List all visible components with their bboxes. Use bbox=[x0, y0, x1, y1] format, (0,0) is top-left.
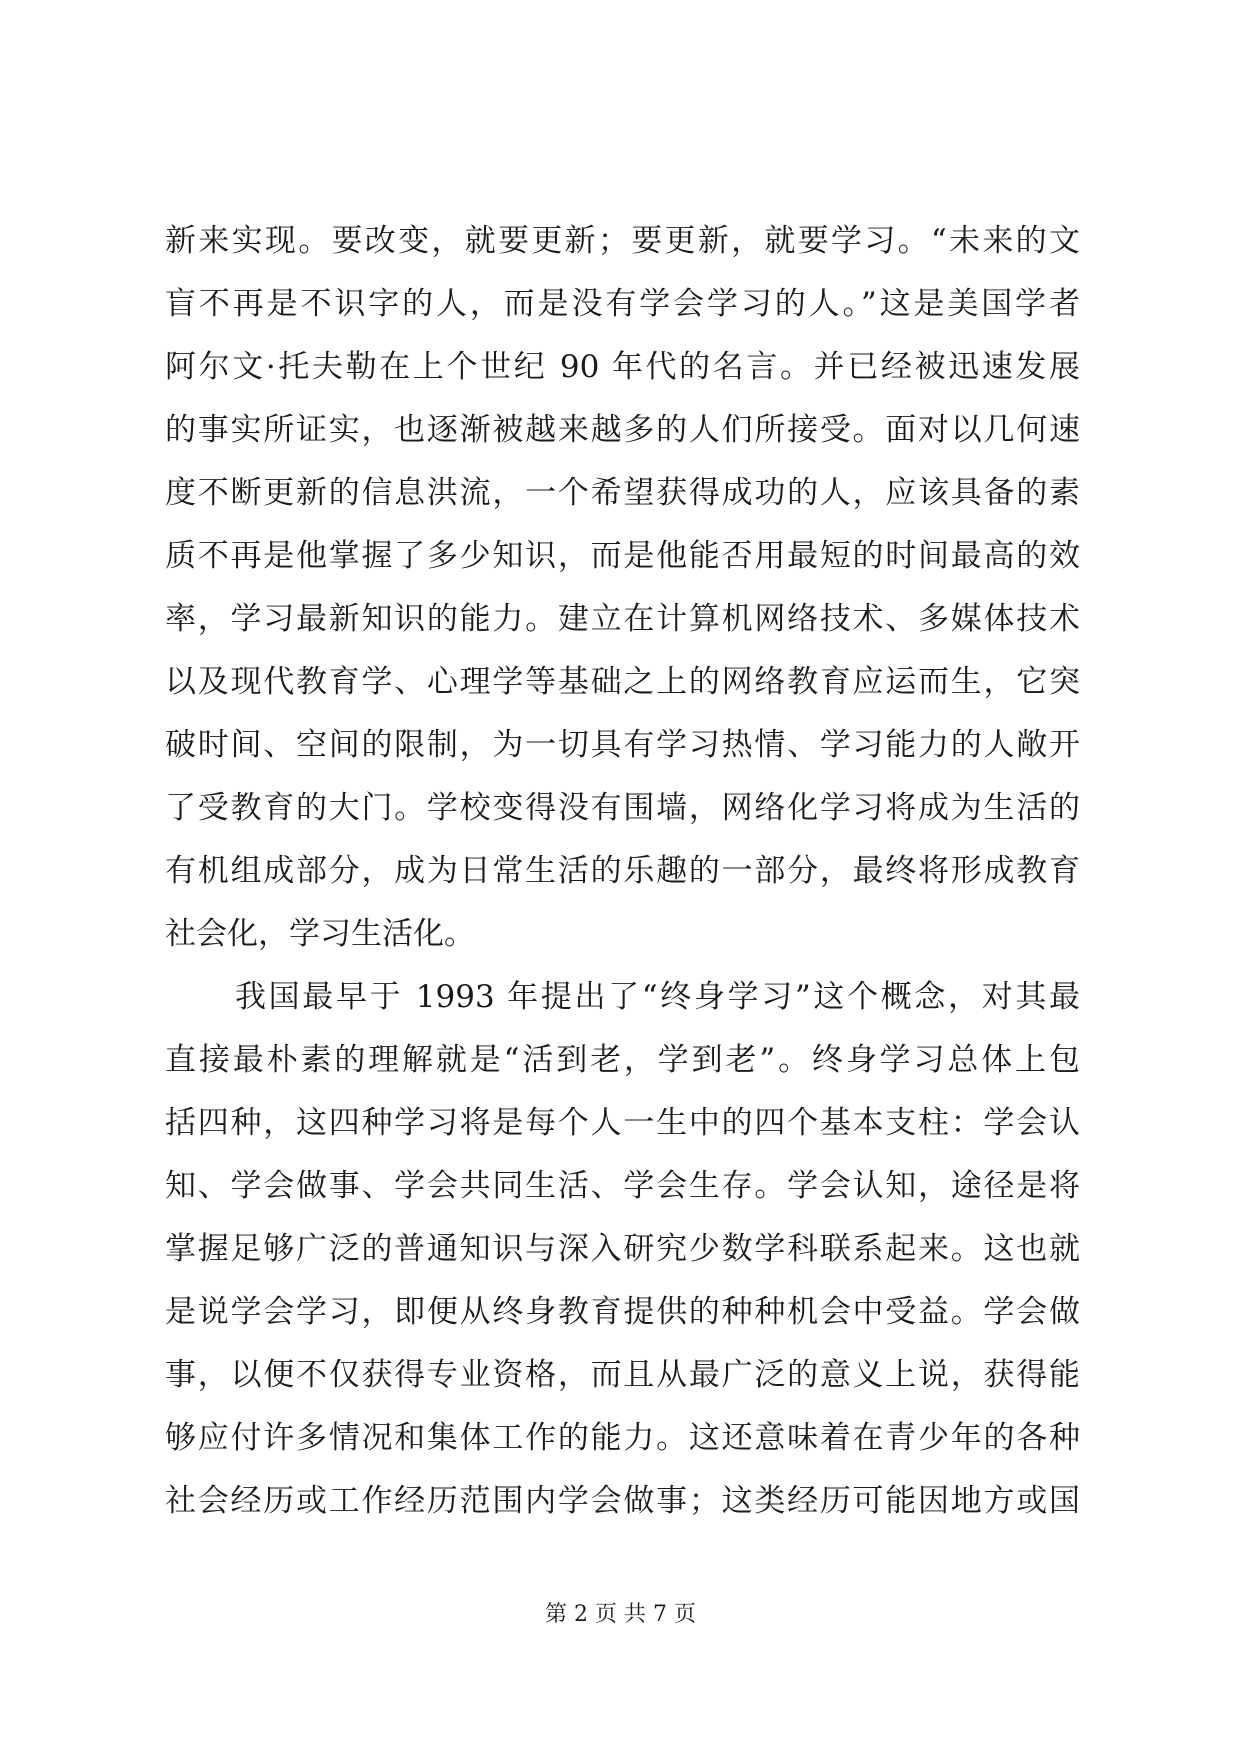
text-line: 破时间、空间的限制，为一切具有学习热情、学习能力的人敞开 bbox=[165, 727, 1080, 763]
text-line: 社会经历或工作经历范围内学会做事；这类经历可能因地方或国 bbox=[165, 1483, 1080, 1519]
text-line: 括四种，这四种学习将是每个人一生中的四个基本支柱：学会认 bbox=[165, 1105, 1080, 1141]
text-line: 我国最早于 1993 年提出了“终身学习”这个概念，对其最 bbox=[235, 979, 1080, 1015]
text-line: 事，以便不仅获得专业资格，而且从最广泛的意义上说，获得能 bbox=[165, 1357, 1080, 1393]
text-line: 是说学会学习，即便从终身教育提供的种种机会中受益。学会做 bbox=[165, 1294, 1080, 1330]
text-line: 率，学习最新知识的能力。建立在计算机网络技术、多媒体技术 bbox=[165, 601, 1080, 637]
text-line: 够应付许多情况和集体工作的能力。这还意味着在青少年的各种 bbox=[165, 1420, 1080, 1456]
text-line: 新来实现。要改变，就要更新；要更新，就要学习。“未来的文 bbox=[165, 223, 1080, 259]
text-line: 质不再是他掌握了多少知识，而是他能否用最短的时间最高的效 bbox=[165, 538, 1080, 574]
text-line: 掌握足够广泛的普通知识与深入研究少数学科联系起来。这也就 bbox=[165, 1231, 1080, 1267]
text-line: 知、学会做事、学会共同生活、学会生存。学会认知，途径是将 bbox=[165, 1168, 1080, 1204]
text-line: 盲不再是不识字的人，而是没有学会学习的人。”这是美国学者 bbox=[165, 286, 1080, 322]
text-line: 了受教育的大门。学校变得没有围墙，网络化学习将成为生活的 bbox=[165, 790, 1080, 826]
text-line: 的事实所证实，也逐渐被越来越多的人们所接受。面对以几何速 bbox=[165, 412, 1080, 448]
text-line: 度不断更新的信息洪流，一个希望获得成功的人，应该具备的素 bbox=[165, 475, 1080, 511]
page-number-label: 第 2 页 共 7 页 bbox=[545, 1602, 696, 1627]
text-line: 以及现代教育学、心理学等基础之上的网络教育应运而生，它突 bbox=[165, 664, 1080, 700]
text-line: 阿尔文·托夫勒在上个世纪 90 年代的名言。并已经被迅速发展 bbox=[165, 349, 1080, 385]
text-line: 社会化，学习生活化。 bbox=[165, 916, 475, 952]
page-footer bbox=[0, 1600, 1241, 1630]
body-text bbox=[165, 210, 1080, 1533]
text-line: 直接最朴素的理解就是“活到老，学到老”。终身学习总体上包 bbox=[165, 1042, 1080, 1078]
text-line: 有机组成部分，成为日常生活的乐趣的一部分，最终将形成教育 bbox=[165, 853, 1080, 889]
